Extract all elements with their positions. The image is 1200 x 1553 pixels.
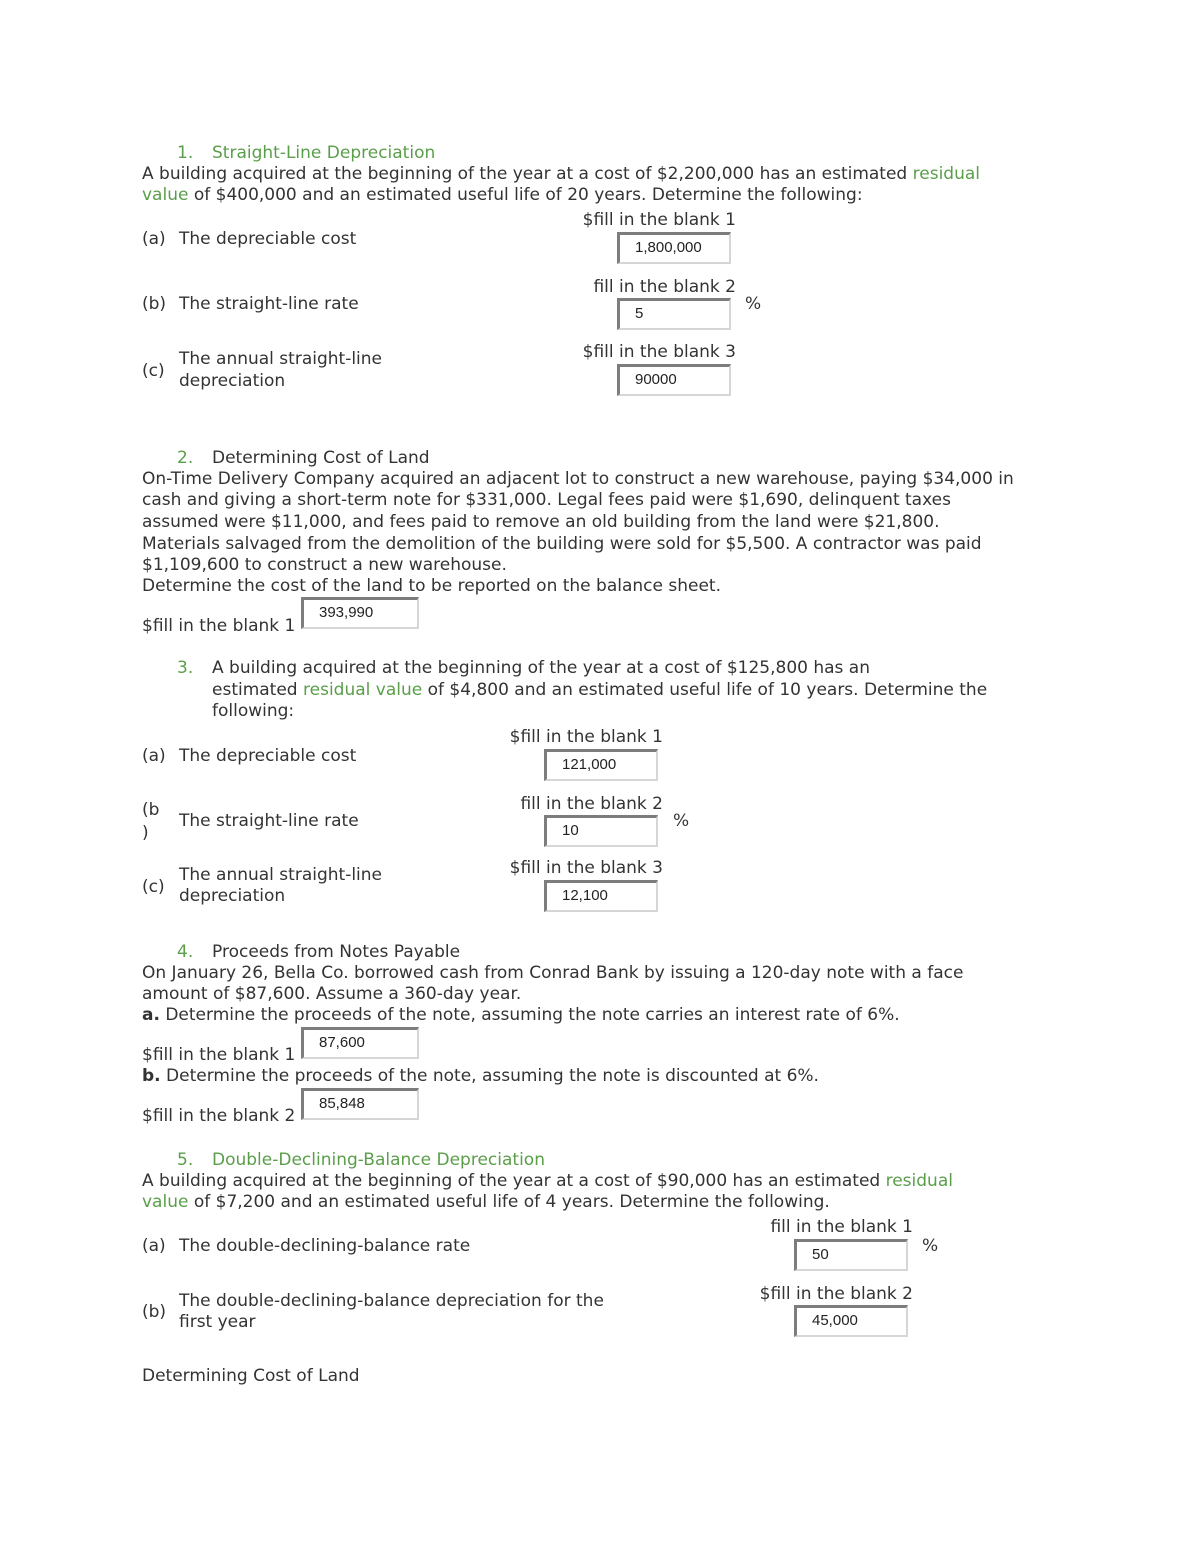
q1-number: 1. (177, 143, 194, 163)
q4-part-a: a. Determine the proceeds of the note, assuming the note carries an interest rate of 6%. (142, 1005, 900, 1025)
q5-intro-line2: value of $7,200 and an estimated useful life of 4 years. Determine the following. (142, 1192, 830, 1212)
residual-value-link[interactable]: residual value (303, 680, 423, 700)
q3-line3: following: (212, 701, 295, 721)
q3-a-input[interactable]: 121,000 (544, 749, 658, 781)
residual-value-link[interactable]: value (142, 1192, 189, 1212)
q5-intro-line1: A building acquired at the beginning of the year at a cost of $90,000 has an estimated residual (142, 1171, 953, 1191)
q3-c-prefix: (c) (142, 877, 165, 897)
q1-b-input[interactable]: 5 (617, 298, 731, 330)
q4-a-blank-label: $fill in the blank 1 (142, 1045, 296, 1065)
q3-b-unit: % (673, 811, 690, 831)
q3-line2: estimated residual value of $4,800 and an estimated useful life of 10 years. Determine the (212, 680, 988, 700)
footer-text: Determining Cost of Land (142, 1366, 360, 1386)
q1-c-input[interactable]: 90000 (617, 364, 731, 396)
q3-c-input[interactable]: 12,100 (544, 880, 658, 912)
q4-b-input[interactable]: 85,848 (301, 1088, 419, 1120)
q2-input[interactable]: 393,990 (301, 597, 419, 629)
q4-a-input[interactable]: 87,600 (301, 1027, 419, 1059)
q4-line2: amount of $87,600. Assume a 360-day year. (142, 984, 522, 1004)
q1-title[interactable]: Straight-Line Depreciation (212, 143, 436, 163)
q2-text-line: assumed were $11,000, and fees paid to remove an old building from the land were $21,800. (142, 512, 940, 532)
q5-a-input[interactable]: 50 (794, 1239, 908, 1271)
q5-b-label-line1: The double-declining-balance depreciation for the (179, 1291, 604, 1311)
q1-c-blank-label: $fill in the blank 3 (582, 342, 736, 362)
q5-a-blank-label: fill in the blank 1 (770, 1217, 913, 1237)
q1-a-input[interactable]: 1,800,000 (617, 232, 731, 264)
residual-value-link[interactable]: value (142, 185, 189, 205)
q3-a-blank-label: $fill in the blank 1 (509, 727, 663, 747)
q3-c-label-line2: depreciation (179, 886, 286, 906)
q1-c-label-line1: The annual straight-line (179, 349, 383, 369)
q5-b-blank-label: $fill in the blank 2 (759, 1284, 913, 1304)
q3-b-prefix-line1: (b (142, 800, 160, 820)
q5-number: 5. (177, 1150, 194, 1170)
q2-text-line: cash and giving a short-term note for $331,000. Legal fees paid were $1,690, delinquent taxes (142, 490, 951, 510)
q5-a-unit: % (922, 1236, 939, 1256)
q2-number: 2. (177, 448, 194, 468)
q3-c-label-line1: The annual straight-line (179, 865, 383, 885)
q5-b-input[interactable]: 45,000 (794, 1305, 908, 1337)
q3-number: 3. (177, 658, 194, 678)
q3-b-prefix-line2: ) (142, 823, 149, 843)
q5-a-label: The double-declining-balance rate (179, 1236, 471, 1256)
q1-a-prefix: (a) (142, 229, 166, 249)
q1-c-label-line2: depreciation (179, 371, 286, 391)
q3-b-label: The straight-line rate (179, 811, 359, 831)
q1-a-blank-label: $fill in the blank 1 (582, 210, 736, 230)
q5-b-prefix: (b) (142, 1302, 167, 1322)
q5-title[interactable]: Double-Declining-Balance Depreciation (212, 1150, 545, 1170)
q5-b-label-line2: first year (179, 1312, 256, 1332)
q2-text-line: Materials salvaged from the demolition of the building were sold for $5,500. A contractor was paid (142, 534, 982, 554)
q3-b-input[interactable]: 10 (544, 815, 658, 847)
residual-value-link[interactable]: residual (885, 1171, 953, 1191)
q2-text-line: Determine the cost of the land to be reported on the balance sheet. (142, 576, 721, 596)
q3-a-label: The depreciable cost (179, 746, 357, 766)
q2-text-line: $1,109,600 to construct a new warehouse. (142, 555, 507, 575)
q4-part-b: b. Determine the proceeds of the note, assuming the note is discounted at 6%. (142, 1066, 819, 1086)
q2-blank-label: $fill in the blank 1 (142, 616, 296, 636)
q1-b-label: The straight-line rate (179, 294, 359, 314)
q1-b-blank-label: fill in the blank 2 (593, 277, 736, 297)
q1-b-unit: % (745, 294, 762, 314)
q4-line1: On January 26, Bella Co. borrowed cash from Conrad Bank by issuing a 120-day note with a face (142, 963, 964, 983)
q3-line1: A building acquired at the beginning of the year at a cost of $125,800 has an (212, 658, 871, 678)
q4-number: 4. (177, 942, 194, 962)
q1-a-label: The depreciable cost (179, 229, 357, 249)
q3-a-prefix: (a) (142, 746, 166, 766)
q3-c-blank-label: $fill in the blank 3 (509, 858, 663, 878)
q1-c-prefix: (c) (142, 361, 165, 381)
q4-title: Proceeds from Notes Payable (212, 942, 461, 962)
q1-b-prefix: (b) (142, 294, 167, 314)
q5-a-prefix: (a) (142, 1236, 166, 1256)
q4-b-blank-label: $fill in the blank 2 (142, 1106, 296, 1126)
q1-intro-line1: A building acquired at the beginning of the year at a cost of $2,200,000 has an estimated residual (142, 164, 981, 184)
q2-title: Determining Cost of Land (212, 448, 430, 468)
q2-text-line: On-Time Delivery Company acquired an adjacent lot to construct a new warehouse, paying $34,000 in (142, 469, 1014, 489)
q3-b-blank-label: fill in the blank 2 (520, 794, 663, 814)
residual-value-link[interactable]: residual (912, 164, 981, 184)
q1-intro-line2: value of $400,000 and an estimated useful life of 20 years. Determine the following: (142, 185, 863, 205)
